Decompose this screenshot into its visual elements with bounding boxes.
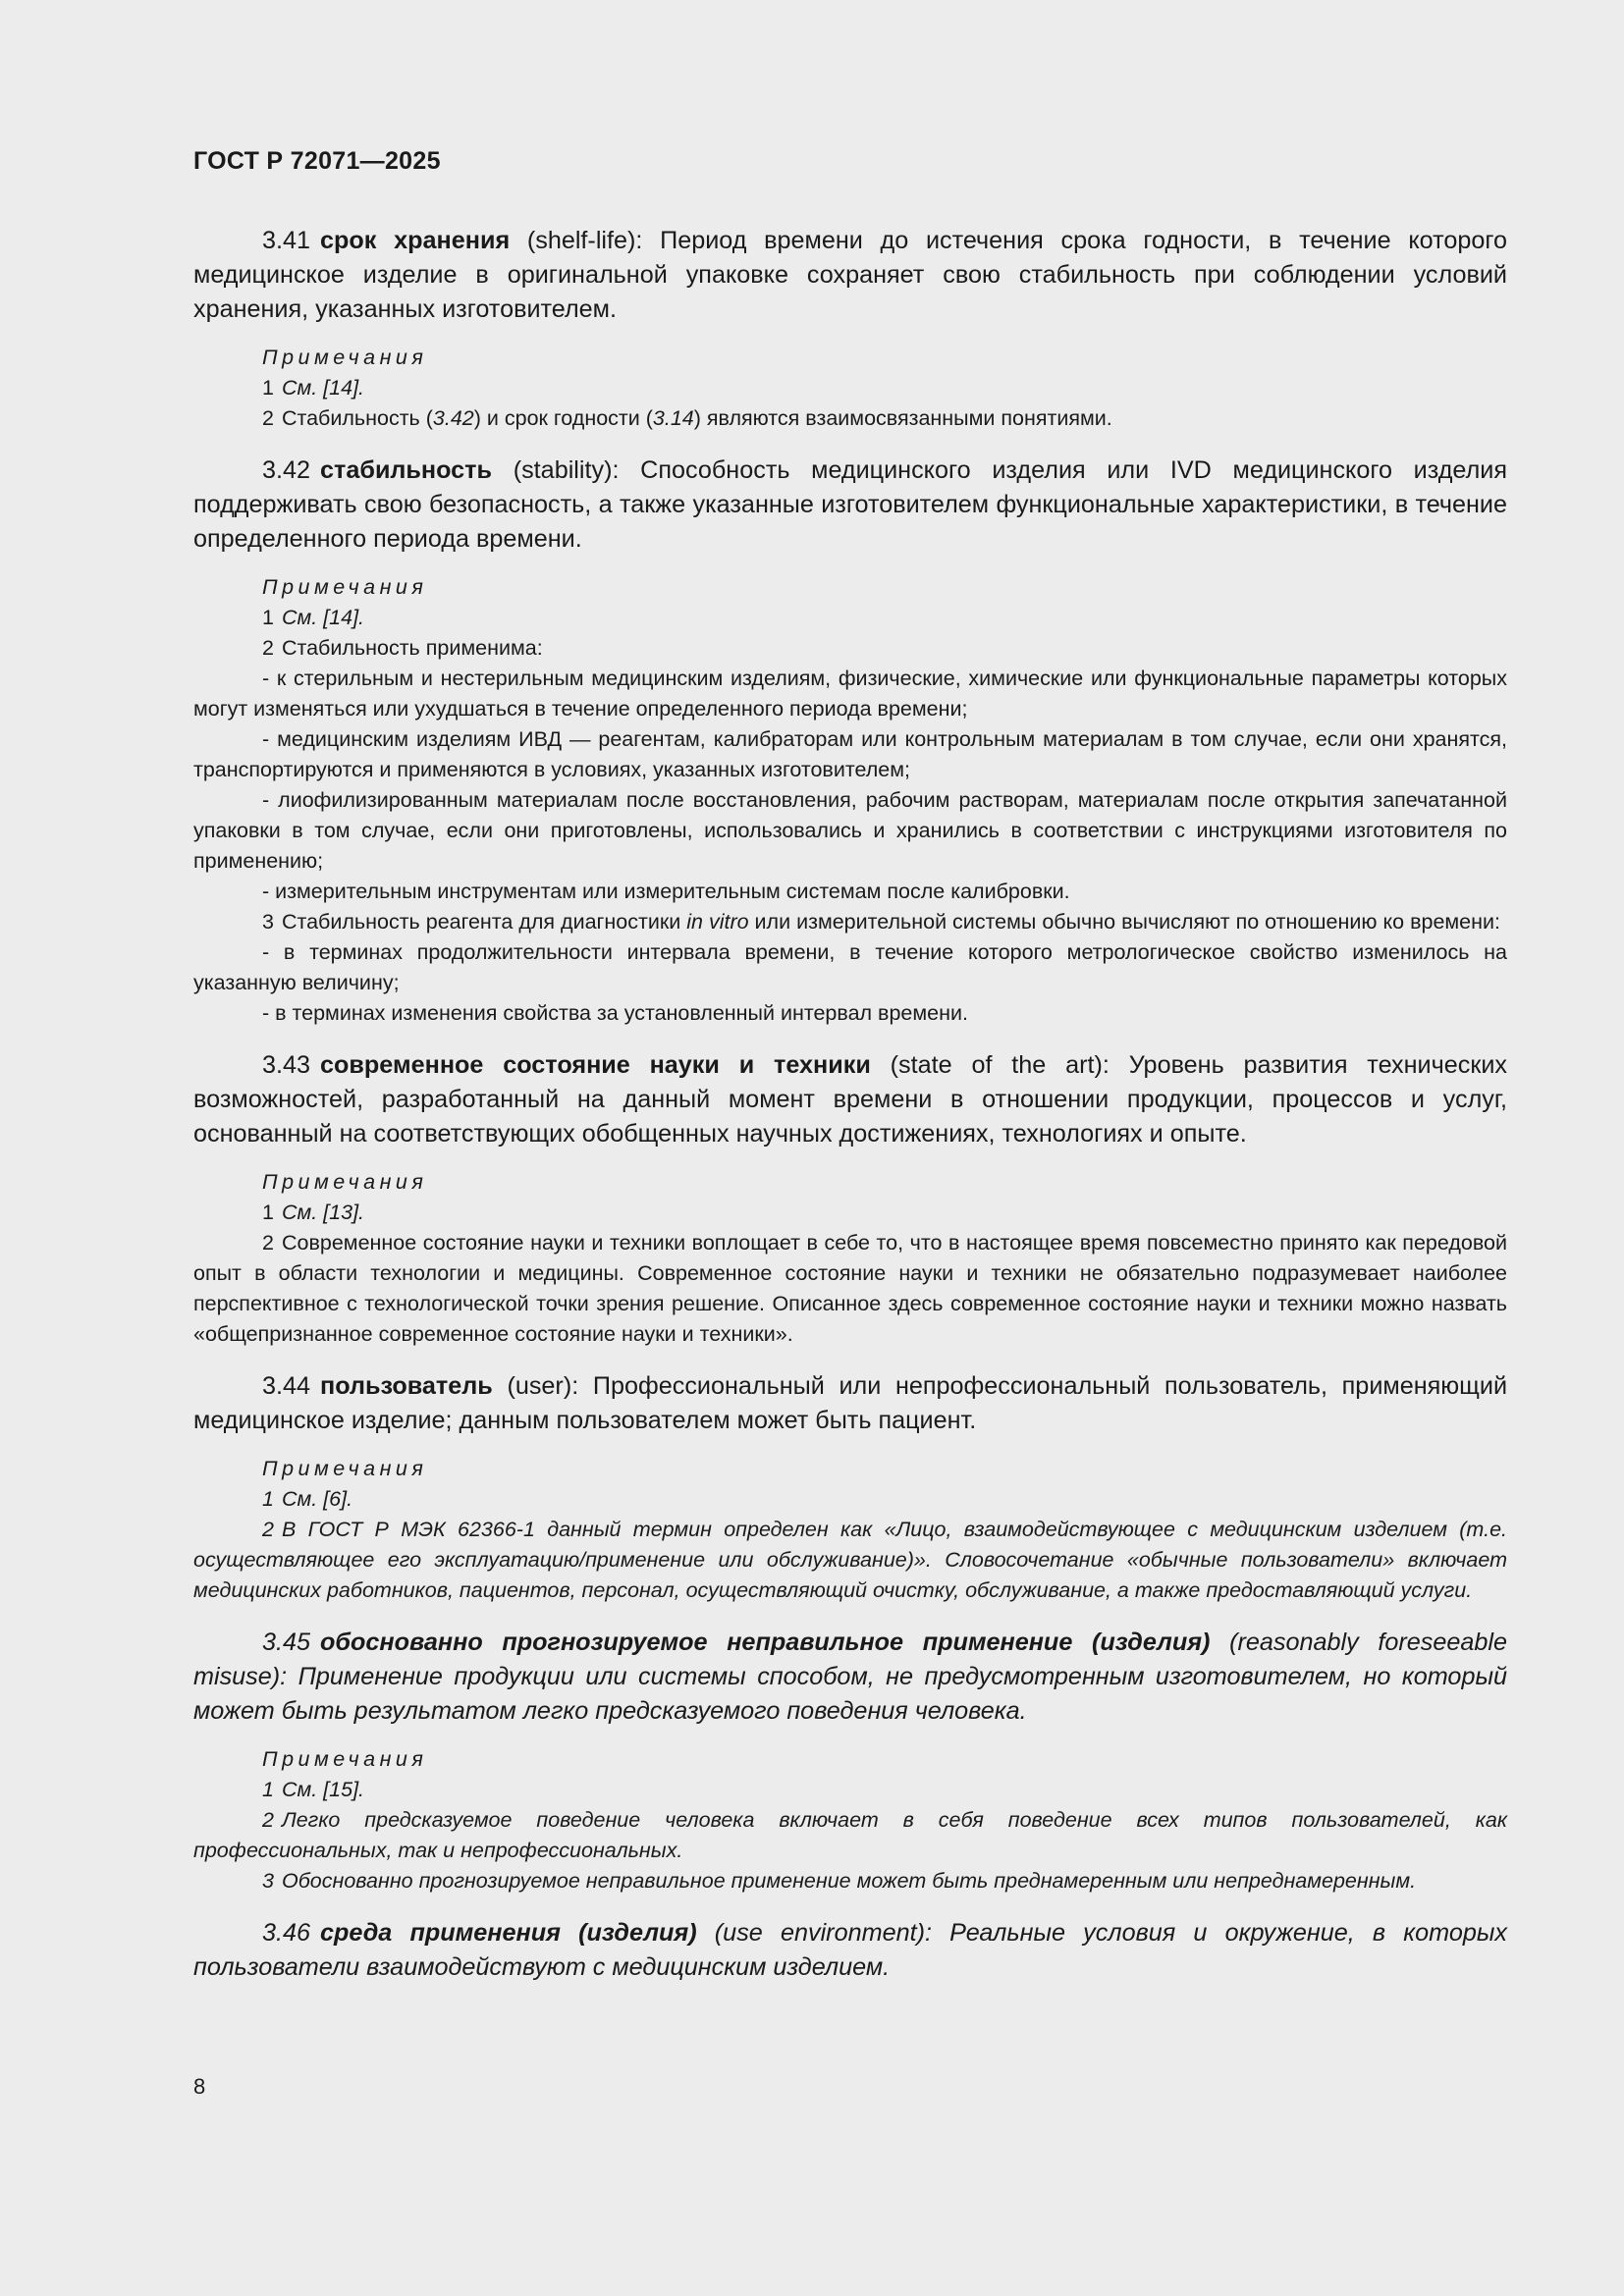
notes-title: Примечания [262,346,428,369]
note: 3 Обоснованно прогнозируемое неправильное применение может быть преднамеренным или непреднамеренным. [262,1869,1417,1893]
term-number: 3.43 [262,1051,311,1079]
term-english: (stability): [513,456,620,484]
notes-title: Примечания [262,1170,428,1194]
term-english: (state of the art): [890,1051,1110,1079]
term-title: обоснованно прогнозируемое неправильное применение (изделия) [320,1629,1211,1656]
term-number: 3.41 [262,227,311,254]
notes-3-44 [193,1454,1507,1606]
term-number: 3.44 [262,1372,311,1400]
term-english: (use environment): [714,1919,932,1947]
notes-3-45 [193,1744,1507,1896]
note: 2 Современное состояние науки и техники воплощает в себе то, что в настоящее время повсеместно принято как передовой опыт в области технологии и медицины. Современное состояние науки и техники не обязательно подразумевает наиболее перспективное с технологической точки зрения решение. Описанное здесь современное состояние науки и техники можно назвать «общепризнанное современное состояние науки и техники». [193,1231,1507,1346]
notes-3-41 [193,343,1507,434]
term-number: 3.42 [262,456,311,484]
note: 3 Стабильность реагента для диагностики in vitro или измерительной системы обычно вычисляют по отношению ко времени: [262,910,1500,934]
note: 1 См. [13]. [262,1201,365,1224]
term-english: (user): [507,1372,579,1400]
term-title: среда применения (изделия) [320,1919,697,1947]
term-definition: Профессиональный или непрофессиональный пользователь, применяющий медицинское изделие; данным пользователем может быть пациент. [193,1372,1508,1434]
term-definition: Период времени до истечения срока годности, в течение которого медицинское изделие в оригинальной упаковке сохраняет свою стабильность при соблюдении условий хранения, указанных изготовителем. [193,227,1507,323]
note: 1 См. [6]. [262,1487,353,1511]
notes-3-42 [193,572,1507,1029]
document-body [193,224,1507,2001]
term-definition: Реальные условия и окружение, в которых пользователи взаимодействуют с медицинским изделием. [193,1919,1507,1981]
note-list-item: - измерительным инструментам или измерительным системам после калибровки. [262,880,1070,903]
term-3-44 [193,1369,1507,1438]
note: 1 См. [15]. [262,1778,365,1801]
term-english: (reasonably foreseeable misuse): [193,1629,1507,1690]
page-number: 8 [193,2074,206,2099]
term-definition: Уровень развития технических возможностей, разработанный на данный момент времени в отношении продукции, процессов и услуг, основанный на соответствующих обобщенных научных достижениях, технологиях и опыте. [193,1051,1507,1148]
term-title: срок хранения [320,227,511,254]
term-3-41 [193,224,1507,327]
note: 2 Легко предсказуемое поведение человека включает в себя поведение всех типов пользователей, как профессиональных, так и непрофессиональных. [193,1808,1507,1862]
note-list-item: - в терминах изменения свойства за установленный интервал времени. [262,1001,968,1025]
note-list-item: - в терминах продолжительности интервала времени, в течение которого метрологическое свойство изменилось на указанную величину; [193,940,1507,994]
notes-title: Примечания [262,1747,428,1771]
notes-title: Примечания [262,575,428,599]
note-list-item: - к стерильным и нестерильным медицинским изделиям, физические, химические или функциональные параметры которых могут изменяться или ухудшаться в течение определенного периода времени; [193,667,1507,721]
note: 2 Стабильность применима: [262,636,543,660]
note-list-item: - лиофилизированным материалам после восстановления, рабочим растворам, материалам после открытия запечатанной упаковки в том случае, если они приготовлены, использовались и хранились в соответствии с инструкциями изготовителя по применению; [193,788,1507,873]
document-header: ГОСТ Р 72071—2025 [193,147,441,175]
term-number: 3.45 [262,1629,311,1656]
term-3-43 [193,1048,1507,1151]
note: 1 См. [14]. [262,376,365,400]
note: 2 В ГОСТ Р МЭК 62366-1 данный термин определен как «Лицо, взаимодействующее с медицинским изделием (т.е. осуществляющее его эксплуатацию/применение или обслуживание)». Словосочетание «обычные пользователи» включает медицинских работников, пациентов, персонал, осуществляющий очистку, обслуживание, а также предоставляющий услуги. [193,1518,1507,1602]
term-definition: Способность медицинского изделия или IVD медицинского изделия поддерживать свою безопасность, а также указанные изготовителем функциональные характеристики, в течение определенного периода времени. [193,456,1508,553]
term-title: стабильность [320,456,493,484]
term-3-46 [193,1916,1507,1985]
notes-3-43 [193,1167,1507,1350]
term-english: (shelf-life): [526,227,643,254]
note: 2 Стабильность (3.42) и срок годности (3.14) являются взаимосвязанными понятиями. [262,406,1112,430]
term-title: современное состояние науки и техники [320,1051,871,1079]
term-3-42 [193,454,1507,557]
note-list-item: - медицинским изделиям ИВД — реагентам, калибраторам или контрольным материалам в том случае, если они хранятся, транспортируются и применяются в условиях, указанных изготовителем; [193,727,1507,781]
term-3-45 [193,1626,1507,1729]
note: 1 См. [14]. [262,606,365,629]
term-number: 3.46 [262,1919,311,1947]
term-title: пользователь [320,1372,493,1400]
notes-title: Примечания [262,1457,428,1480]
term-definition: Применение продукции или системы способом, не предусмотренным изготовителем, но который может быть результатом легко предсказуемого поведения человека. [193,1663,1507,1725]
